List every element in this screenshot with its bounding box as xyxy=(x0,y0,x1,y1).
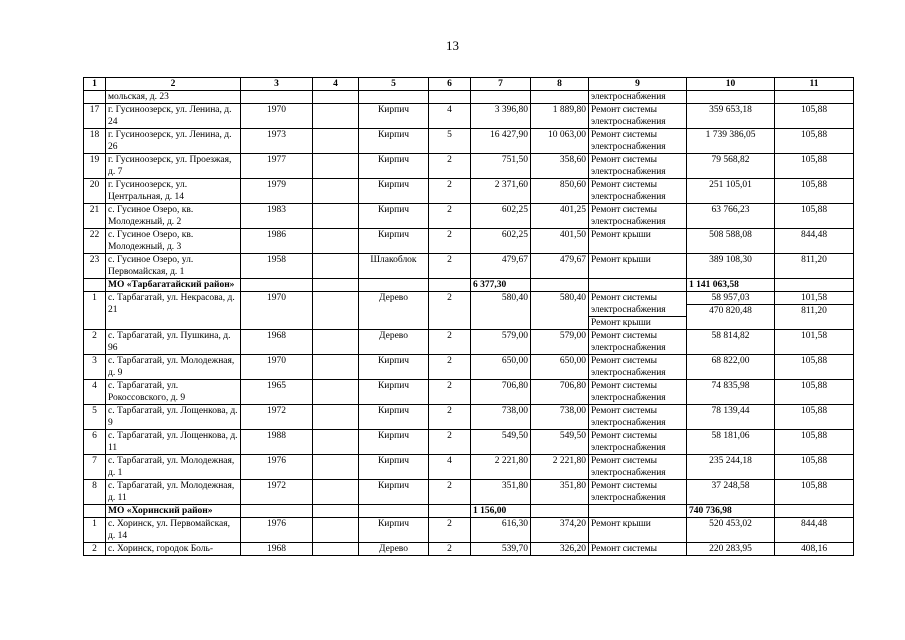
unit-cost-value: 811,20 xyxy=(775,304,853,317)
floors-cell: 2 xyxy=(429,480,471,505)
empty-cell xyxy=(313,204,359,229)
empty-cell xyxy=(313,91,359,104)
row-number: 4 xyxy=(84,380,106,405)
empty-cell xyxy=(775,505,854,518)
cost-cell: 508 588,08 xyxy=(687,229,775,254)
empty-cell xyxy=(429,91,471,104)
living-area-cell: 579,00 xyxy=(531,330,589,355)
empty-cell xyxy=(84,279,106,292)
year-cell: 1986 xyxy=(241,229,313,254)
unit-cost-cell: 844,48 xyxy=(775,518,854,543)
work-type-cell: Ремонт системы электроснабжения xyxy=(589,480,687,505)
row-number: 7 xyxy=(84,455,106,480)
living-area-cell: 1 889,80 xyxy=(531,104,589,129)
column-header: 9 xyxy=(589,78,687,91)
floors-cell: 2 xyxy=(429,330,471,355)
cost-cell: 389 108,30 xyxy=(687,254,775,279)
column-header: 6 xyxy=(429,78,471,91)
table-row xyxy=(84,355,854,380)
empty-cell xyxy=(313,405,359,430)
table-row xyxy=(84,380,854,405)
empty-cell xyxy=(313,179,359,204)
address-cell: г. Гусиноозерск, ул. Проезжая, д. 7 xyxy=(106,154,241,179)
empty-cell xyxy=(775,91,854,104)
row-number: 17 xyxy=(84,104,106,129)
work-type-cell: Ремонт системы электроснабжения xyxy=(589,154,687,179)
table-row xyxy=(84,179,854,204)
row-number: 6 xyxy=(84,430,106,455)
work-type-cell: Ремонт системы электроснабжения xyxy=(589,104,687,129)
row-number: 1 xyxy=(84,292,106,330)
municipality-subtotal-row xyxy=(84,505,854,518)
empty-cell xyxy=(531,279,589,292)
floors-cell: 4 xyxy=(429,104,471,129)
work-type-cell: Ремонт крыши xyxy=(589,254,687,279)
cost-cell xyxy=(687,292,775,330)
cost-cell: 251 105,01 xyxy=(687,179,775,204)
row-number-cell xyxy=(84,91,106,104)
cost-value: 58 957,03 xyxy=(711,293,750,303)
year-cell: 1979 xyxy=(241,179,313,204)
material-cell: Кирпич xyxy=(359,455,429,480)
total-area-cell: 738,00 xyxy=(471,405,531,430)
unit-cost-value: 101,58 xyxy=(800,293,828,303)
address-cell: с. Тарбагатай, ул. Лощенкова, д. 9 xyxy=(106,405,241,430)
material-cell: Кирпич xyxy=(359,518,429,543)
row-number: 22 xyxy=(84,229,106,254)
total-area-cell: 539,70 xyxy=(471,543,531,556)
empty-cell xyxy=(687,91,775,104)
floors-cell: 2 xyxy=(429,543,471,556)
empty-cell xyxy=(313,355,359,380)
work-type-cell: Ремонт системы электроснабжения xyxy=(589,179,687,204)
continuation-row xyxy=(84,91,854,104)
address-cell: с. Тарбагатай, ул. Пушкина, д. 96 xyxy=(106,330,241,355)
address-cell: г. Гусиноозерск, ул. Ленина, д. 24 xyxy=(106,104,241,129)
unit-cost-cell: 105,88 xyxy=(775,405,854,430)
work-type-cell: Ремонт крыши xyxy=(589,518,687,543)
work-type-cell: Ремонт системы электроснабжения xyxy=(589,129,687,154)
unit-cost-cell: 105,88 xyxy=(775,129,854,154)
floors-cell: 2 xyxy=(429,179,471,204)
table-body xyxy=(84,78,854,556)
total-area-cell: 351,80 xyxy=(471,480,531,505)
empty-cell xyxy=(313,229,359,254)
work-type-cell: Ремонт системы электроснабжения xyxy=(589,405,687,430)
empty-cell xyxy=(313,543,359,556)
empty-cell xyxy=(589,505,687,518)
empty-cell xyxy=(531,505,589,518)
floors-cell: 2 xyxy=(429,405,471,430)
total-area-cell: 549,50 xyxy=(471,430,531,455)
material-cell: Кирпич xyxy=(359,204,429,229)
cost-cell: 235 244,18 xyxy=(687,455,775,480)
work-type: Ремонт крыши xyxy=(589,316,686,329)
total-area-cell: 751,50 xyxy=(471,154,531,179)
material-cell: Кирпич xyxy=(359,480,429,505)
unit-cost-cell: 811,20 xyxy=(775,254,854,279)
subtotal-cost: 740 736,98 xyxy=(687,505,775,518)
table-row xyxy=(84,330,854,355)
unit-cost-cell: 105,88 xyxy=(775,204,854,229)
empty-cell xyxy=(241,91,313,104)
total-area-cell: 3 396,80 xyxy=(471,104,531,129)
column-header: 4 xyxy=(313,78,359,91)
empty-cell xyxy=(313,292,359,330)
table-row xyxy=(84,405,854,430)
cost-value: 470 820,48 xyxy=(687,304,774,317)
living-area-cell: 326,20 xyxy=(531,543,589,556)
material-cell: Шлакоблок xyxy=(359,254,429,279)
page-number: 13 xyxy=(446,38,459,53)
column-header: 5 xyxy=(359,78,429,91)
table-row xyxy=(84,292,854,330)
floors-cell: 5 xyxy=(429,129,471,154)
year-cell: 1968 xyxy=(241,543,313,556)
year-cell: 1970 xyxy=(241,104,313,129)
unit-cost-cell: 105,88 xyxy=(775,480,854,505)
unit-cost-cell: 105,88 xyxy=(775,355,854,380)
table-row xyxy=(84,254,854,279)
material-cell: Кирпич xyxy=(359,405,429,430)
year-cell: 1972 xyxy=(241,480,313,505)
total-area-cell: 579,00 xyxy=(471,330,531,355)
row-number: 18 xyxy=(84,129,106,154)
empty-cell xyxy=(313,254,359,279)
year-cell: 1970 xyxy=(241,355,313,380)
year-cell: 1983 xyxy=(241,204,313,229)
table-row xyxy=(84,430,854,455)
work-type: Ремонт системы электроснабжения xyxy=(591,293,666,315)
year-cell: 1972 xyxy=(241,405,313,430)
empty-cell xyxy=(313,104,359,129)
living-area-cell: 549,50 xyxy=(531,430,589,455)
material-cell: Кирпич xyxy=(359,129,429,154)
empty-cell xyxy=(359,91,429,104)
living-area-cell: 850,60 xyxy=(531,179,589,204)
floors-cell: 2 xyxy=(429,355,471,380)
work-type-cell: Ремонт системы электроснабжения xyxy=(589,330,687,355)
table-row xyxy=(84,229,854,254)
address-cell: с. Тарбагатай, ул. Рокоссовского, д. 9 xyxy=(106,380,241,405)
row-number: 8 xyxy=(84,480,106,505)
address-cell: с. Тарбагатай, ул. Молодежная, д. 11 xyxy=(106,480,241,505)
material-cell: Кирпич xyxy=(359,104,429,129)
column-header: 7 xyxy=(471,78,531,91)
empty-cell xyxy=(241,505,313,518)
empty-cell xyxy=(313,380,359,405)
year-cell: 1965 xyxy=(241,380,313,405)
unit-cost-cell: 105,88 xyxy=(775,179,854,204)
table-row xyxy=(84,518,854,543)
address-cell: с. Хоринск, городок Боль- xyxy=(106,543,241,556)
table-row xyxy=(84,543,854,556)
work-type-cell: Ремонт крыши xyxy=(589,229,687,254)
living-area-cell: 580,40 xyxy=(531,292,589,330)
row-number: 19 xyxy=(84,154,106,179)
unit-cost-cell: 105,88 xyxy=(775,380,854,405)
year-cell: 1968 xyxy=(241,330,313,355)
material-cell: Кирпич xyxy=(359,380,429,405)
empty-cell xyxy=(84,505,106,518)
column-header-row xyxy=(84,78,854,91)
empty-cell xyxy=(313,154,359,179)
cost-cell: 520 453,02 xyxy=(687,518,775,543)
living-area-cell: 358,60 xyxy=(531,154,589,179)
row-number: 21 xyxy=(84,204,106,229)
table-row xyxy=(84,480,854,505)
empty-cell xyxy=(313,480,359,505)
living-area-cell: 401,50 xyxy=(531,229,589,254)
total-area-cell: 602,25 xyxy=(471,229,531,254)
floors-cell: 2 xyxy=(429,430,471,455)
row-number: 20 xyxy=(84,179,106,204)
material-cell: Дерево xyxy=(359,543,429,556)
living-area-cell: 738,00 xyxy=(531,405,589,430)
row-number: 5 xyxy=(84,405,106,430)
work-type-cell: электроснабжения xyxy=(589,91,687,104)
unit-cost-cell: 101,58 xyxy=(775,330,854,355)
empty-cell xyxy=(775,279,854,292)
unit-cost-cell: 105,88 xyxy=(775,430,854,455)
total-area-cell: 650,00 xyxy=(471,355,531,380)
work-type-cell: Ремонт системы электроснабжения xyxy=(589,380,687,405)
unit-cost-cell xyxy=(775,292,854,330)
column-header: 2 xyxy=(106,78,241,91)
work-type-cell: Ремонт системы электроснабжения xyxy=(589,355,687,380)
address-cell: г. Гусиноозерск, ул. Ленина, д. 26 xyxy=(106,129,241,154)
address-cell: с. Гусиное Озеро, ул. Первомайская, д. 1 xyxy=(106,254,241,279)
cost-cell: 63 766,23 xyxy=(687,204,775,229)
cost-cell: 74 835,98 xyxy=(687,380,775,405)
row-number: 1 xyxy=(84,518,106,543)
empty-cell xyxy=(471,91,531,104)
living-area-cell: 351,80 xyxy=(531,480,589,505)
column-header: 3 xyxy=(241,78,313,91)
address-cell: с. Гусиное Озеро, кв. Молодежный, д. 3 xyxy=(106,229,241,254)
total-area-cell: 706,80 xyxy=(471,380,531,405)
floors-cell: 2 xyxy=(429,254,471,279)
material-cell: Кирпич xyxy=(359,355,429,380)
table-row xyxy=(84,455,854,480)
subtotal-area: 1 156,00 xyxy=(471,505,531,518)
row-number: 3 xyxy=(84,355,106,380)
floors-cell: 2 xyxy=(429,154,471,179)
row-number: 2 xyxy=(84,330,106,355)
living-area-cell: 401,25 xyxy=(531,204,589,229)
cost-cell: 78 139,44 xyxy=(687,405,775,430)
address-cell: с. Тарбагатай, ул. Лощенкова, д. 11 xyxy=(106,430,241,455)
floors-cell: 4 xyxy=(429,455,471,480)
empty-cell xyxy=(313,505,359,518)
empty-cell xyxy=(313,455,359,480)
address-cell: с. Тарбагатай, ул. Молодежная, д. 9 xyxy=(106,355,241,380)
empty-cell xyxy=(313,330,359,355)
subtotal-cost: 1 141 063,58 xyxy=(687,279,775,292)
cost-cell: 359 653,18 xyxy=(687,104,775,129)
cost-cell: 37 248,58 xyxy=(687,480,775,505)
address-cell: с. Тарбагатай, ул. Некрасова, д. 21 xyxy=(106,292,241,330)
unit-cost-cell: 105,88 xyxy=(775,104,854,129)
empty-cell xyxy=(531,91,589,104)
address-cell: мольская, д. 23 xyxy=(106,91,241,104)
empty-cell xyxy=(313,430,359,455)
material-cell: Дерево xyxy=(359,292,429,330)
empty-cell xyxy=(429,279,471,292)
work-type-cell xyxy=(589,292,687,330)
empty-cell xyxy=(313,518,359,543)
work-type-cell: Ремонт системы электроснабжения xyxy=(589,204,687,229)
year-cell: 1976 xyxy=(241,518,313,543)
table-row xyxy=(84,104,854,129)
municipality-name: МО «Хоринский район» xyxy=(106,505,241,518)
material-cell: Кирпич xyxy=(359,229,429,254)
empty-cell xyxy=(589,279,687,292)
table-row xyxy=(84,154,854,179)
floors-cell: 2 xyxy=(429,518,471,543)
total-area-cell: 16 427,90 xyxy=(471,129,531,154)
subtotal-area: 6 377,30 xyxy=(471,279,531,292)
repair-program-table xyxy=(83,77,854,556)
unit-cost-cell: 105,88 xyxy=(775,154,854,179)
total-area-cell: 616,30 xyxy=(471,518,531,543)
year-cell: 1988 xyxy=(241,430,313,455)
year-cell: 1976 xyxy=(241,455,313,480)
cost-cell: 58 814,82 xyxy=(687,330,775,355)
cost-cell: 220 283,95 xyxy=(687,543,775,556)
address-cell: с. Хоринск, ул. Первомайская, д. 14 xyxy=(106,518,241,543)
municipality-subtotal-row xyxy=(84,279,854,292)
material-cell: Кирпич xyxy=(359,154,429,179)
floors-cell: 2 xyxy=(429,229,471,254)
year-cell: 1973 xyxy=(241,129,313,154)
year-cell: 1977 xyxy=(241,154,313,179)
column-header: 1 xyxy=(84,78,106,91)
cost-cell: 58 181,06 xyxy=(687,430,775,455)
column-header: 11 xyxy=(775,78,854,91)
work-type-cell: Ремонт системы электроснабжения xyxy=(589,430,687,455)
unit-cost-cell: 408,16 xyxy=(775,543,854,556)
column-header: 8 xyxy=(531,78,589,91)
empty-cell xyxy=(359,505,429,518)
total-area-cell: 479,67 xyxy=(471,254,531,279)
empty-cell xyxy=(429,505,471,518)
living-area-cell: 374,20 xyxy=(531,518,589,543)
empty-cell xyxy=(313,279,359,292)
table-row xyxy=(84,204,854,229)
living-area-cell: 10 063,00 xyxy=(531,129,589,154)
year-cell: 1958 xyxy=(241,254,313,279)
floors-cell: 2 xyxy=(429,204,471,229)
cost-cell: 68 822,00 xyxy=(687,355,775,380)
cost-cell: 79 568,82 xyxy=(687,154,775,179)
living-area-cell: 650,00 xyxy=(531,355,589,380)
total-area-cell: 2 371,60 xyxy=(471,179,531,204)
total-area-cell: 602,25 xyxy=(471,204,531,229)
municipality-name: МО «Тарбагатайский район» xyxy=(106,279,241,292)
row-number: 2 xyxy=(84,543,106,556)
material-cell: Дерево xyxy=(359,330,429,355)
material-cell: Кирпич xyxy=(359,179,429,204)
year-cell: 1970 xyxy=(241,292,313,330)
total-area-cell: 580,40 xyxy=(471,292,531,330)
address-cell: с. Гусиное Озеро, кв. Молодежный, д. 2 xyxy=(106,204,241,229)
floors-cell: 2 xyxy=(429,292,471,330)
table-row xyxy=(84,129,854,154)
empty-cell xyxy=(241,279,313,292)
work-type-cell: Ремонт системы электроснабжения xyxy=(589,455,687,480)
living-area-cell: 706,80 xyxy=(531,380,589,405)
unit-cost-cell: 844,48 xyxy=(775,229,854,254)
address-cell: г. Гусиноозерск, ул. Центральная, д. 14 xyxy=(106,179,241,204)
address-cell: с. Тарбагатай, ул. Молодежная, д. 1 xyxy=(106,455,241,480)
living-area-cell: 479,67 xyxy=(531,254,589,279)
total-area-cell: 2 221,80 xyxy=(471,455,531,480)
row-number: 23 xyxy=(84,254,106,279)
unit-cost-cell: 105,88 xyxy=(775,455,854,480)
empty-cell xyxy=(359,279,429,292)
material-cell: Кирпич xyxy=(359,430,429,455)
cost-cell: 1 739 386,05 xyxy=(687,129,775,154)
floors-cell: 2 xyxy=(429,380,471,405)
empty-cell xyxy=(313,129,359,154)
living-area-cell: 2 221,80 xyxy=(531,455,589,480)
work-type-cell: Ремонт системы xyxy=(589,543,687,556)
column-header: 10 xyxy=(687,78,775,91)
